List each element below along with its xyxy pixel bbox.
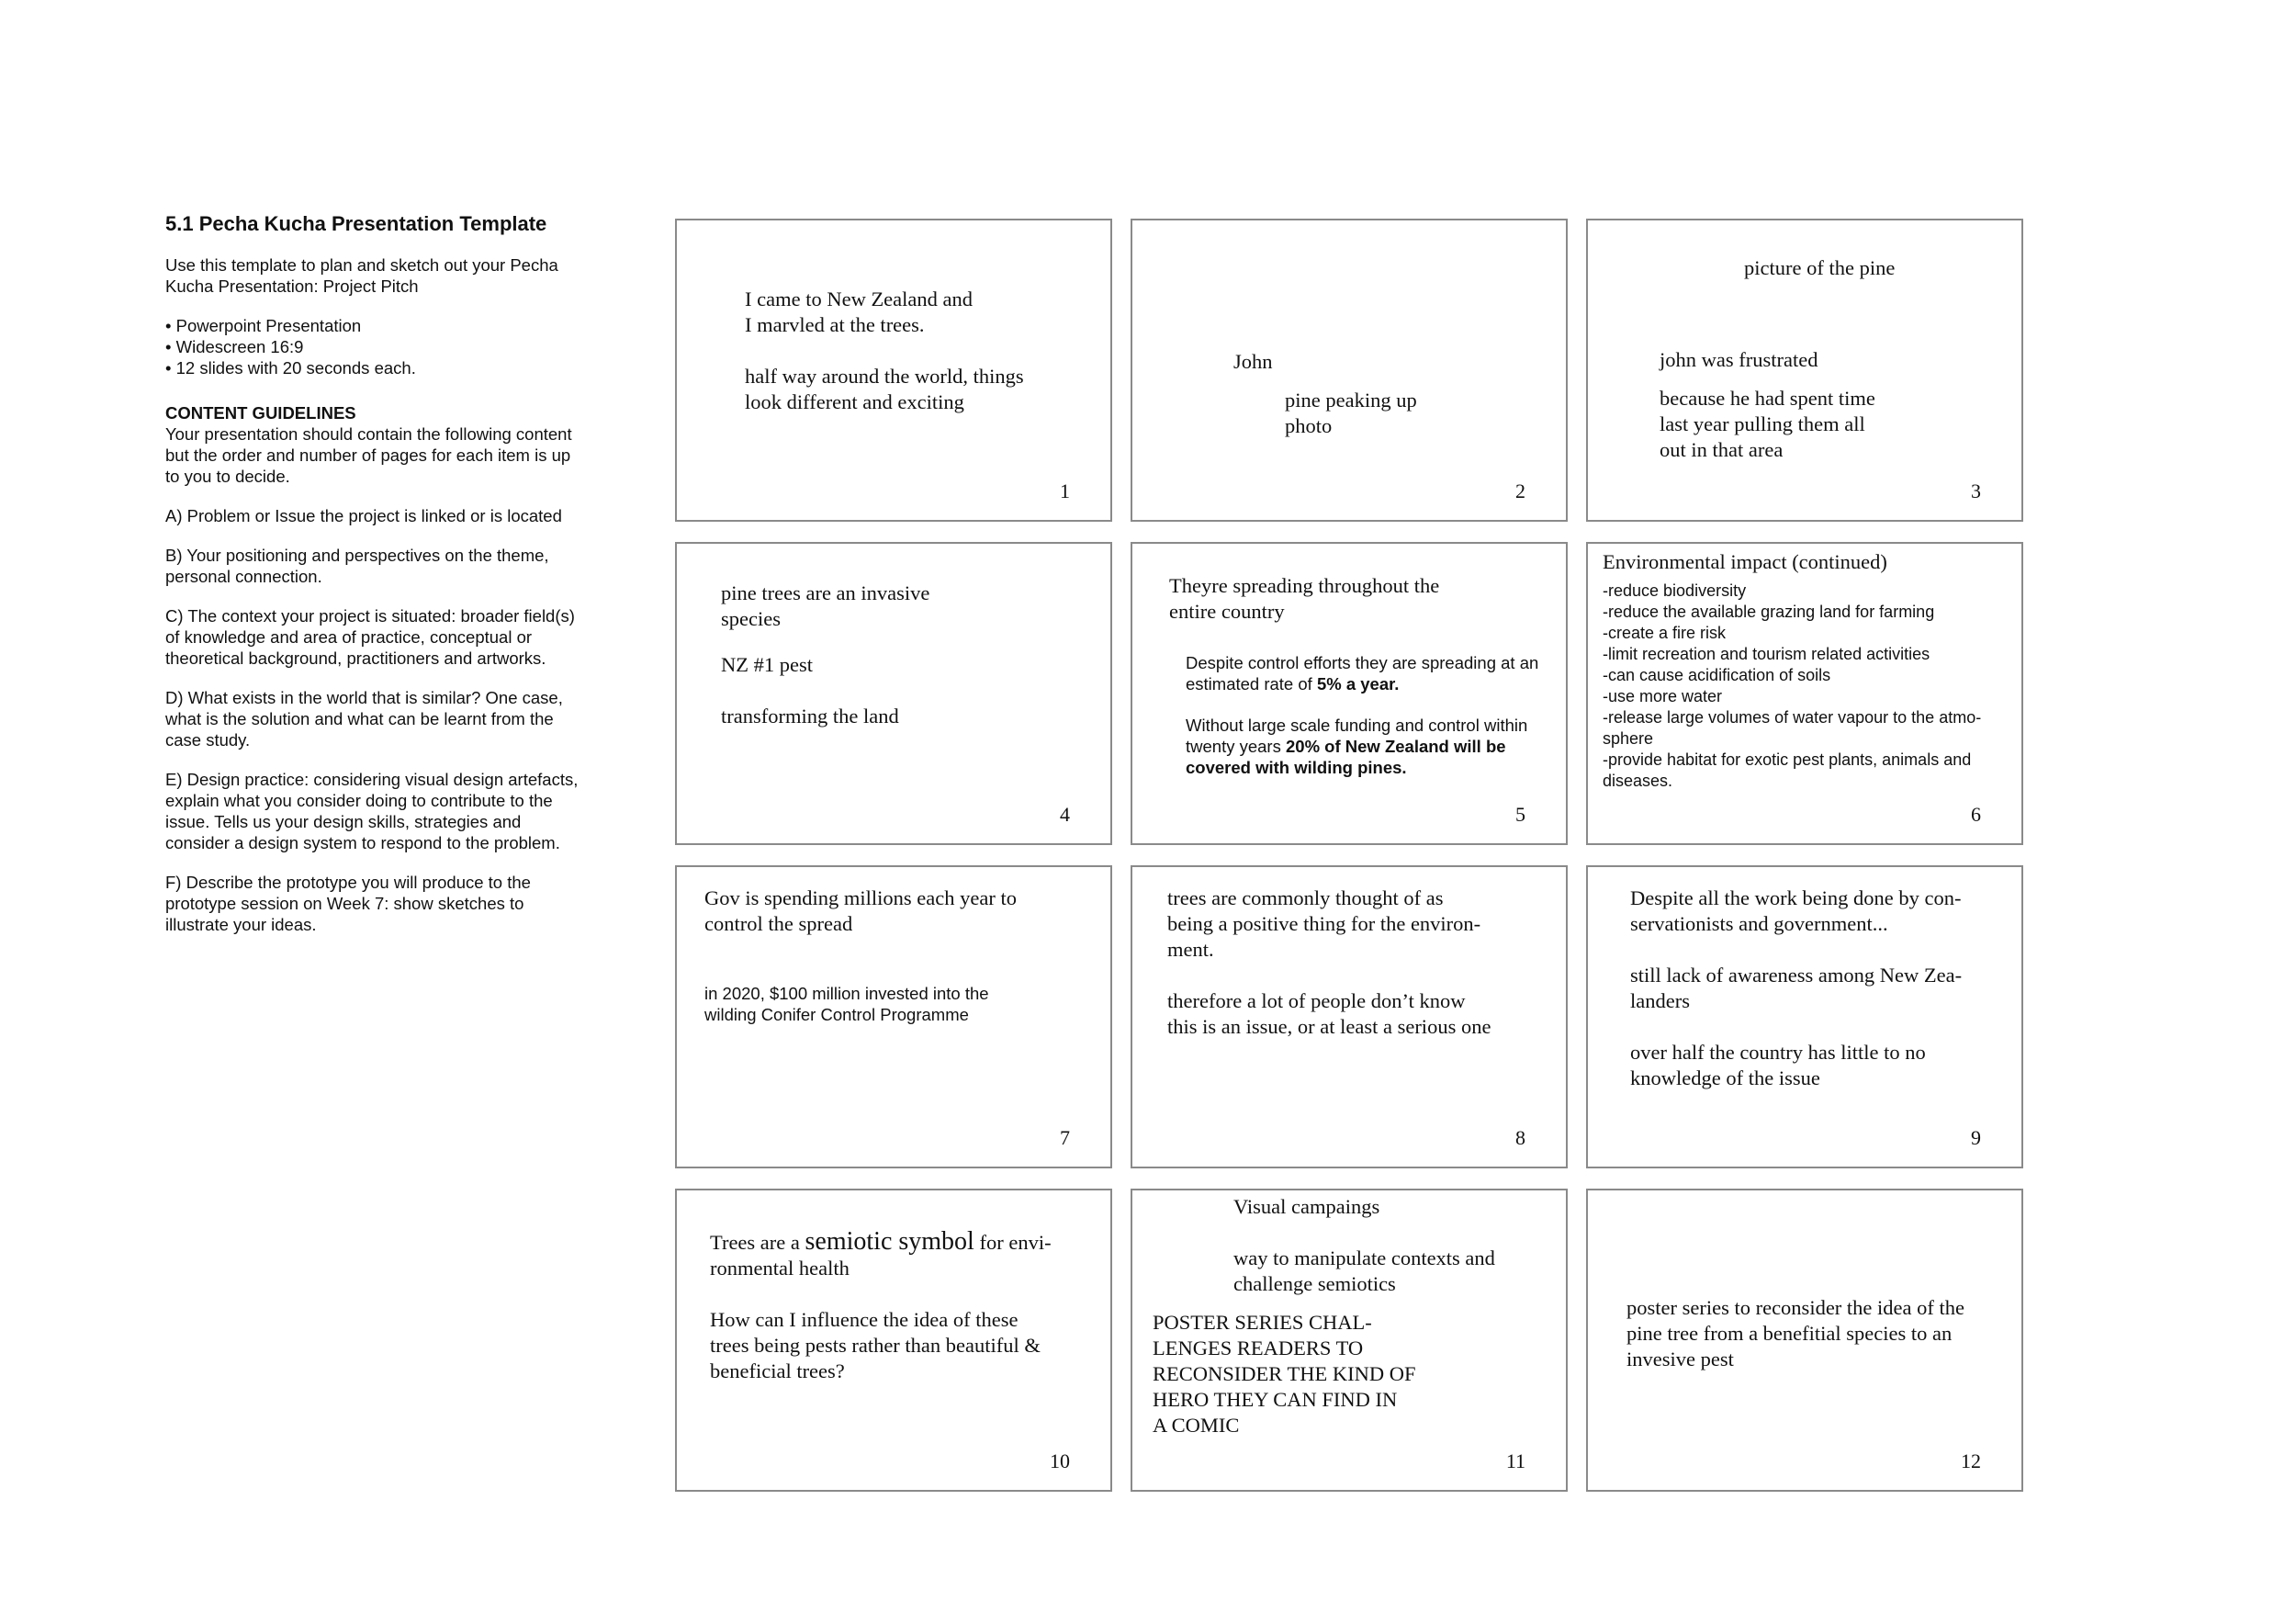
slide-text-line: challenge semiotics: [1233, 1272, 1396, 1295]
slide-1: [675, 219, 1112, 522]
slide-text-line: A COMIC: [1153, 1414, 1240, 1437]
slide-text-span: Trees are a: [710, 1231, 805, 1254]
slide-text-line: Despite all the work being done by con-: [1630, 886, 1962, 909]
emphasis-text: semiotic symbol: [805, 1227, 974, 1256]
guideline-item: A) Problem or Issue the project is linked or is located: [165, 506, 562, 525]
slide-text-line: trees being pests rather than beautiful &: [710, 1334, 1041, 1357]
slide-text-line: over half the country has little to no: [1630, 1041, 1926, 1064]
slide-number: 1: [1060, 479, 1070, 502]
slide-number: 10: [1050, 1449, 1070, 1472]
slide-text-line: RECONSIDER THE KIND OF: [1153, 1362, 1416, 1385]
guideline-item: B) Your positioning and perspectives on the theme, personal connection.: [165, 546, 549, 586]
slide-text-line: servationists and government...: [1630, 912, 1888, 935]
slide-text-line: Theyre spreading throughout the: [1169, 574, 1440, 597]
slide-text-line: NZ #1 pest: [721, 653, 813, 676]
slide-text-line: pine trees are an invasive: [721, 581, 930, 604]
guideline-item: D) What exists in the world that is similar? One case, what is the solution and what can be learnt from the case study.: [165, 688, 563, 750]
slide-5-body: [1186, 652, 1538, 778]
format-item: • Widescreen 16:9: [165, 337, 304, 356]
slide-text-line: wilding Conifer Control Programme: [704, 1005, 969, 1024]
highlight-stat: 20% of New Zealand will be: [1286, 737, 1506, 756]
slide-number: 7: [1060, 1126, 1070, 1149]
slide-text-line: entire country: [1169, 600, 1285, 623]
slide-text-line: therefore a lot of people don’t know: [1167, 989, 1466, 1012]
slide-number: 5: [1515, 803, 1525, 826]
guidelines-text: Your presentation should contain the following content but the order and number of pages for each item is up to you to decide.: [165, 424, 572, 486]
slide-text-span: for envi-: [974, 1231, 1052, 1254]
slide-text-line: knowledge of the issue: [1630, 1066, 1820, 1089]
slide-text-line: pine tree from a benefitial species to an: [1626, 1322, 1953, 1345]
slide-text-line: How can I influence the idea of these: [710, 1308, 1019, 1331]
slide-4-text: [721, 581, 929, 729]
slide-text-line: landers: [1630, 989, 1690, 1012]
slide-number: 2: [1515, 479, 1525, 502]
slide-7-heading: [704, 885, 1017, 937]
slide-text-line: [1186, 673, 1538, 694]
slide-number: 3: [1971, 479, 1981, 502]
slide-12: [1586, 1189, 2023, 1492]
template-instructions: [165, 213, 588, 953]
slide-text-line: look different and exciting: [745, 390, 964, 413]
slide-11: [1131, 1189, 1568, 1492]
slide-3-text: [1660, 347, 1875, 463]
list-item: sphere: [1603, 729, 1654, 748]
slide-text-line: poster series to reconsider the idea of the: [1626, 1296, 1964, 1319]
guidelines-heading: CONTENT GUIDELINES: [165, 403, 356, 423]
slide-text-line: Visual campaings: [1233, 1195, 1380, 1218]
guideline-item: C) The context your project is situated: broader field(s) of knowledge and area of practice, conceptual or theoretical background, practitioners and artworks.: [165, 606, 575, 668]
slide-text-line: Without large scale funding and control within: [1186, 716, 1528, 735]
slide-6: [1586, 542, 2023, 845]
list-item: -provide habitat for exotic pest plants, animals and: [1603, 750, 1972, 769]
slide-text-line: way to manipulate contexts and: [1233, 1246, 1495, 1269]
slide-4: [675, 542, 1112, 845]
slide-2: [1131, 219, 1568, 522]
slide-text-line: [710, 1229, 1052, 1256]
slide-number: 9: [1971, 1126, 1981, 1149]
slide-text-line: being a positive thing for the environ-: [1167, 912, 1481, 935]
slide-text-span: estimated rate of: [1186, 674, 1317, 694]
guideline-item: F) Describe the prototype you will produce to the prototype session on Week 7: show sketches to illustrate your ideas.: [165, 873, 531, 934]
slide-text-line: Despite control efforts they are spreading at an: [1186, 653, 1539, 672]
slide-text-line: john was frustrated: [1660, 348, 1818, 371]
list-item: diseases.: [1603, 772, 1673, 790]
slide-text-line: out in that area: [1660, 438, 1784, 461]
slide-text-line: ronmental health: [710, 1257, 850, 1280]
list-item: -can cause acidification of soils: [1603, 666, 1831, 684]
slide-number: 8: [1515, 1126, 1525, 1149]
slide-10: [675, 1189, 1112, 1492]
guideline-item: E) Design practice: considering visual design artefacts, explain what you consider doing to contribute to the issue. Tells us your design skills, strategies and consider a design system to respond to the problem.: [165, 770, 579, 852]
slide-5-heading: [1169, 573, 1439, 625]
slide-text-line: control the spread: [704, 912, 853, 935]
slide-8: [1131, 865, 1568, 1168]
slide-text-line: pine peaking up: [1285, 389, 1417, 412]
slide-number: 4: [1060, 803, 1070, 826]
list-item: -reduce biodiversity: [1603, 581, 1747, 600]
intro-text: Use this template to plan and sketch out your Pecha Kucha Presentation: Project Pitch: [165, 255, 558, 296]
slide-12-text: [1626, 1295, 1964, 1372]
list-item: -release large volumes of water vapour to the atmo-: [1603, 708, 1982, 727]
slide-7-body: [704, 983, 989, 1025]
format-item: • 12 slides with 20 seconds each.: [165, 358, 416, 378]
slide-9: [1586, 865, 2023, 1168]
slide-text-line: half way around the world, things: [745, 365, 1024, 388]
slide-3: [1586, 219, 2023, 522]
slide-text-line: species: [721, 607, 781, 630]
slide-2-text: [1285, 388, 1417, 439]
slide-text-line: I marvled at the trees.: [745, 313, 925, 336]
slide-text-line: [1186, 736, 1538, 757]
slide-11-body: [1153, 1310, 1415, 1438]
slide-text-line: I came to New Zealand and: [745, 288, 974, 310]
list-item: -use more water: [1603, 687, 1723, 705]
slide-9-text: [1630, 885, 1962, 1091]
slide-number: 11: [1505, 1449, 1525, 1472]
slide-text-line: Gov is spending millions each year to: [704, 886, 1017, 909]
slide-text-line: POSTER SERIES CHAL-: [1153, 1311, 1372, 1334]
format-item: • Powerpoint Presentation: [165, 316, 362, 335]
highlight-stat: covered with wilding pines.: [1186, 758, 1407, 777]
slide-text-line: HERO THEY CAN FIND IN: [1153, 1388, 1398, 1411]
slide-text-line: ment.: [1167, 938, 1214, 961]
slide-1-text: [745, 287, 1024, 415]
template-title: 5.1 Pecha Kucha Presentation Template: [165, 212, 547, 235]
slide-11-heading: [1233, 1194, 1495, 1297]
impact-list: [1603, 581, 1981, 792]
slide-text-line: LENGES READERS TO: [1153, 1336, 1364, 1359]
slide-text-line: invesive pest: [1626, 1348, 1734, 1370]
slide-10-text: [710, 1229, 1052, 1384]
slide-number: 6: [1971, 803, 1981, 826]
slide-8-text: [1167, 885, 1491, 1040]
slide-number: 12: [1961, 1449, 1981, 1472]
slide-text-line: photo: [1285, 414, 1333, 437]
slide-text-line: beneficial trees?: [710, 1359, 845, 1382]
slide-7: [675, 865, 1112, 1168]
slide-text-line: trees are commonly thought of as: [1167, 886, 1444, 909]
slide-text-line: John: [1233, 350, 1273, 373]
list-item: -limit recreation and tourism related activities: [1603, 645, 1930, 663]
slide-text-span: twenty years: [1186, 737, 1286, 756]
slide-text-line: because he had spent time: [1660, 387, 1875, 410]
list-item: -create a fire risk: [1603, 624, 1727, 642]
slide-text-line: this is an issue, or at least a serious one: [1167, 1015, 1491, 1038]
slide-text-line: [1186, 757, 1538, 778]
slide-text-line: last year pulling them all: [1660, 412, 1865, 435]
slide-heading: Environmental impact (continued): [1603, 550, 1887, 573]
list-item: -reduce the available grazing land for farming: [1603, 603, 1935, 621]
slide-text-line: still lack of awareness among New Zea-: [1630, 964, 1963, 987]
slide-5: [1131, 542, 1568, 845]
slide-text-line: transforming the land: [721, 705, 899, 727]
slide-text-line: picture of the pine: [1744, 256, 1896, 279]
slide-text-line: in 2020, $100 million invested into the: [704, 984, 989, 1003]
format-list: [165, 315, 588, 378]
highlight-stat: 5% a year.: [1316, 674, 1400, 694]
